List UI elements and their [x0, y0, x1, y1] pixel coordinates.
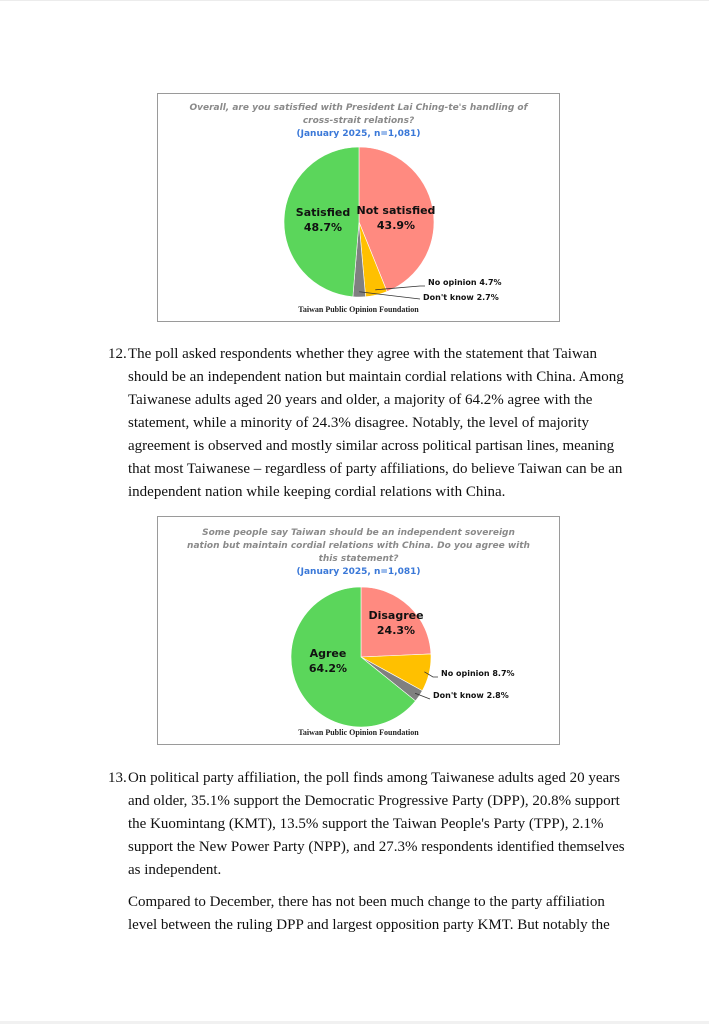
page-top-border	[0, 0, 709, 1]
independence-pie-chart	[157, 516, 560, 745]
paragraph-line: the Kuomintang (KMT), 13.5% support the Taiwan People's Party (TPP), 2.1%	[128, 816, 604, 832]
paragraph-line: statement, while a minority of 24.3% disagree. Notably, the level of majority	[128, 415, 589, 431]
slice-value-label: 64.2%	[308, 662, 348, 675]
chart-title-line: Some people say Taiwan should be an independent sovereign	[202, 528, 515, 538]
paragraph-line: and older, 35.1% support the Democratic Progressive Party (DPP), 20.8% support	[128, 793, 620, 809]
chart-source: Taiwan Public Opinion Foundation	[298, 305, 419, 314]
chart-source: Taiwan Public Opinion Foundation	[298, 728, 419, 737]
chart-title-line: Overall, are you satisfied with President Lai Ching-te's handling of	[189, 103, 528, 113]
slice-value-label: 48.7%	[303, 221, 343, 234]
slice-label: Agree	[309, 647, 347, 660]
paragraph-12	[108, 343, 628, 504]
paragraph-line: level between the ruling DPP and largest opposition party KMT. But notably the	[128, 917, 610, 933]
paragraph-line: should be an independent nation but maintain cordial relations with China. Among	[128, 369, 624, 385]
paragraph-line: Taiwanese adults aged 20 years and older, a majority of 64.2% agree with the	[128, 392, 593, 408]
slice-label: Not satisfied	[356, 204, 436, 217]
paragraph-line: independent nation while keeping cordial relations with China.	[128, 484, 506, 500]
callout-label: Don't know 2.8%	[433, 691, 509, 700]
chart-subtitle: (January 2025, n=1,081)	[296, 129, 421, 139]
slice-value-label: 24.3%	[376, 624, 416, 637]
paragraph-line: Compared to December, there has not been much change to the party affiliation	[128, 894, 605, 910]
callout-label: No opinion 8.7%	[441, 669, 515, 678]
paragraph-number: 12.	[108, 346, 127, 362]
chart-title-line: this statement?	[318, 554, 399, 564]
pie-svg	[158, 94, 559, 321]
paragraph-line: support the New Power Party (NPP), and 27.3% respondents identified themselves	[128, 839, 625, 855]
pie-svg	[158, 517, 559, 744]
chart-subtitle: (January 2025, n=1,081)	[296, 567, 421, 577]
paragraph-line: as independent.	[128, 862, 222, 878]
slice-label: Satisfied	[295, 206, 351, 219]
paragraph-line: The poll asked respondents whether they agree with the statement that Taiwan	[128, 346, 597, 362]
callout-label: Don't know 2.7%	[423, 293, 499, 302]
paragraph-13-continued	[128, 891, 628, 937]
paragraph-number: 13.	[108, 770, 127, 786]
paragraph-13	[108, 767, 628, 882]
paragraph-line: agreement is observed and mostly similar across political partisan lines, meaning	[128, 438, 615, 454]
chart-title-line: cross-strait relations?	[302, 116, 415, 126]
paragraph-line: On political party affiliation, the poll finds among Taiwanese adults aged 20 years	[128, 770, 621, 786]
paragraph-line: that most Taiwanese – regardless of party affiliations, do believe Taiwan can be an	[128, 461, 623, 477]
pie-slice-disagree	[361, 587, 431, 657]
slice-value-label: 43.9%	[376, 219, 416, 232]
slice-label: Disagree	[368, 609, 424, 622]
satisfaction-pie-chart	[157, 93, 560, 322]
callout-label: No opinion 4.7%	[428, 278, 502, 287]
chart-title-line: nation but maintain cordial relations with China. Do you agree with	[187, 541, 530, 551]
